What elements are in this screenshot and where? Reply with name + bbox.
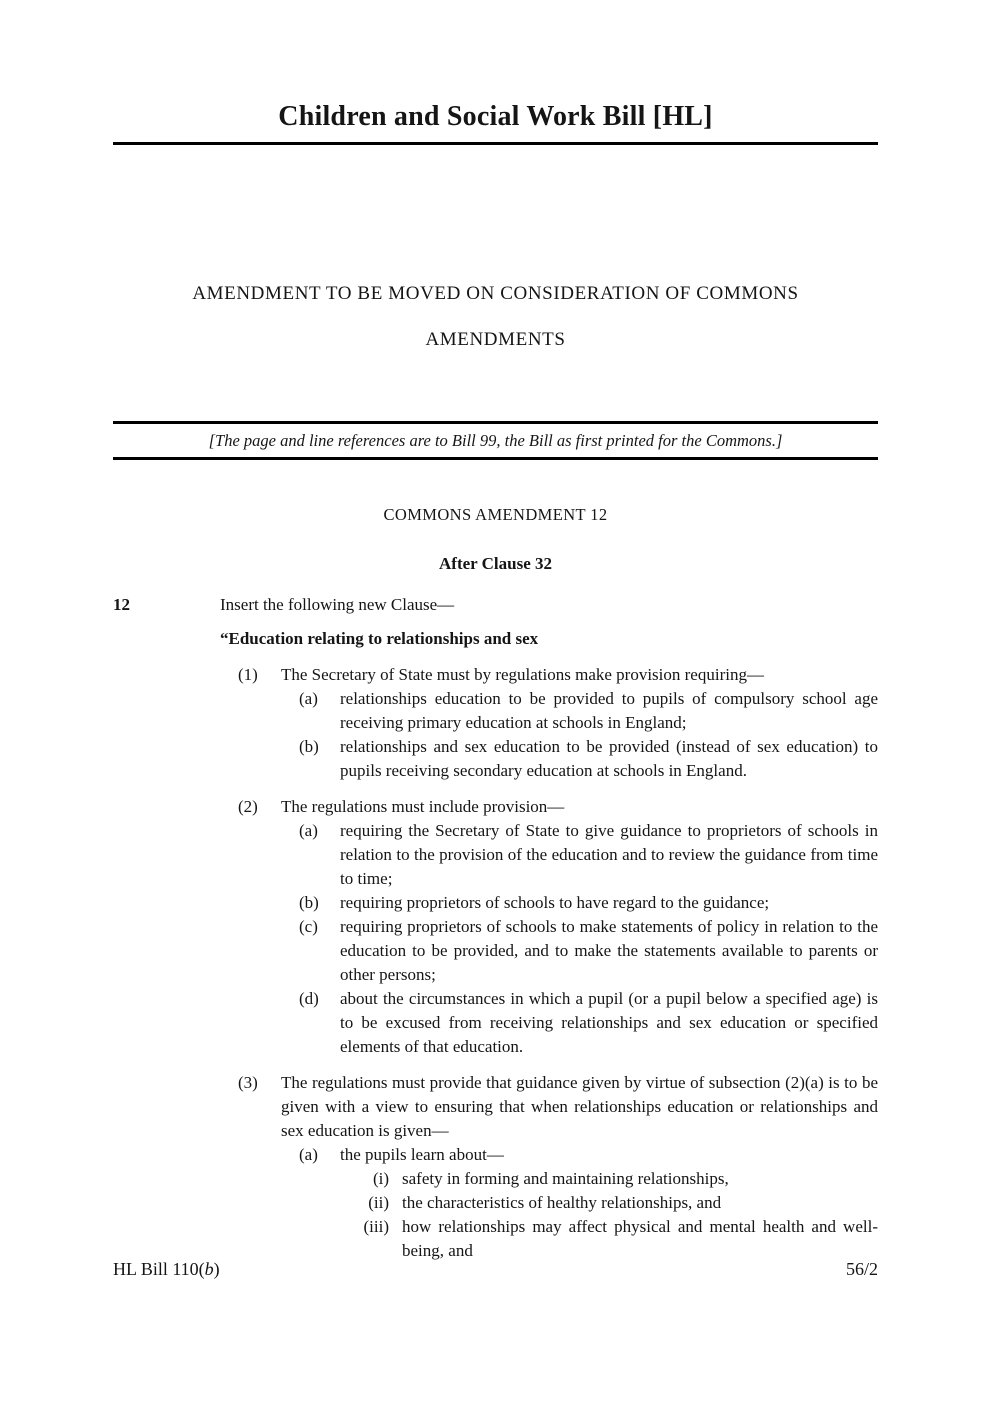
after-clause-heading: After Clause 32	[439, 554, 552, 573]
paragraph-d	[299, 987, 878, 1059]
subsections	[220, 663, 878, 1263]
subparagraph-i	[350, 1167, 878, 1191]
reference-note-box	[113, 421, 878, 460]
subsection-2-marker: (2)	[238, 797, 258, 816]
subsection-2	[220, 795, 878, 819]
paragraph-a-marker: (a)	[299, 1145, 318, 1164]
subsection-1-text: The Secretary of State must by regulations make provision requiring—	[281, 665, 764, 684]
paragraph-b	[299, 891, 878, 915]
paragraph-b-marker: (b)	[299, 893, 319, 912]
subparagraph-i-marker: (i)	[372, 1169, 389, 1188]
subparagraph-ii-marker: (ii)	[368, 1193, 389, 1212]
reference-note-text: [The page and line references are to Bill 99, the Bill as first printed for the Commons.]	[208, 431, 783, 450]
paragraph-c-marker: (c)	[299, 917, 318, 936]
amendment-instruction: Insert the following new Clause—	[220, 595, 455, 614]
paragraph-a-text: requiring the Secretary of State to give guidance to proprietors of schools in relation to the provision of the education and to review the guidance from time to time;	[340, 821, 878, 888]
subparagraph-iii-marker: (iii)	[363, 1217, 389, 1236]
reference-box-bottom-rule	[113, 457, 878, 460]
paragraph-c	[299, 915, 878, 987]
paragraph-d-marker: (d)	[299, 989, 319, 1008]
subparagraph-ii	[350, 1191, 878, 1215]
subsection-1-marker: (1)	[238, 665, 258, 684]
amendment-number: 12	[113, 595, 130, 614]
paragraph-a-text: the pupils learn about—	[340, 1145, 504, 1164]
footer-page-reference: 56/2	[845, 1259, 878, 1279]
paragraph-c-text: requiring proprietors of schools to make statements of policy in relation to the education to be provided, and to make the statements available to parents or other persons;	[340, 917, 878, 984]
new-clause-title: “Education relating to relationships and sex	[220, 629, 539, 648]
amendment-block	[113, 593, 878, 1263]
subsection-3-text: The regulations must provide that guidance given by virtue of subsection (2)(a) is to be given with a view to ensuring that when relationships education or relationships and sex education is given—	[281, 1073, 878, 1140]
paragraph-a-marker: (a)	[299, 821, 318, 840]
subsection-2-text: The regulations must include provision—	[281, 797, 565, 816]
page-title: Children and Social Work Bill [HL]	[278, 101, 713, 132]
paragraph-a-marker: (a)	[299, 689, 318, 708]
paragraph-b-text: relationships and sex education to be provided (instead of sex education) to pupils receiving secondary education at schools in England.	[340, 737, 878, 780]
subsection-3	[220, 1071, 878, 1143]
amendment-body	[220, 593, 878, 1263]
commons-amendment-heading: COMMONS AMENDMENT 12	[383, 505, 608, 524]
subparagraph-iii-text: how relationships may affect physical and mental health and well-being, and	[402, 1217, 878, 1260]
footer-bill-number: HL Bill 110(b)	[113, 1259, 220, 1279]
title-rule	[113, 142, 878, 145]
amendment-heading	[113, 271, 878, 363]
paragraph-d-text: about the circumstances in which a pupil (or a pupil below a specified age) is to be excused from receiving relationships and sex education or specified elements of that education.	[340, 989, 878, 1056]
paragraph-a	[299, 687, 878, 735]
paragraph-b	[299, 735, 878, 783]
page-footer	[113, 1259, 878, 1280]
amendment-heading-line1: AMENDMENT TO BE MOVED ON CONSIDERATION OF COMMONS	[192, 283, 799, 304]
paragraph-b-text: requiring proprietors of schools to have regard to the guidance;	[340, 893, 770, 912]
subsection-1	[220, 663, 878, 687]
paragraph-a-text: relationships education to be provided to pupils of compulsory school age receiving primary education at schools in England;	[340, 689, 878, 732]
amendment-heading-line2: AMENDMENTS	[425, 329, 566, 350]
subparagraph-iii	[350, 1215, 878, 1263]
paragraph-a	[299, 819, 878, 891]
subsection-3-marker: (3)	[238, 1073, 258, 1092]
subparagraph-ii-text: the characteristics of healthy relationships, and	[402, 1193, 722, 1212]
paragraph-b-marker: (b)	[299, 737, 319, 756]
subparagraph-i-text: safety in forming and maintaining relationships,	[402, 1169, 729, 1188]
paragraph-a	[299, 1143, 878, 1167]
